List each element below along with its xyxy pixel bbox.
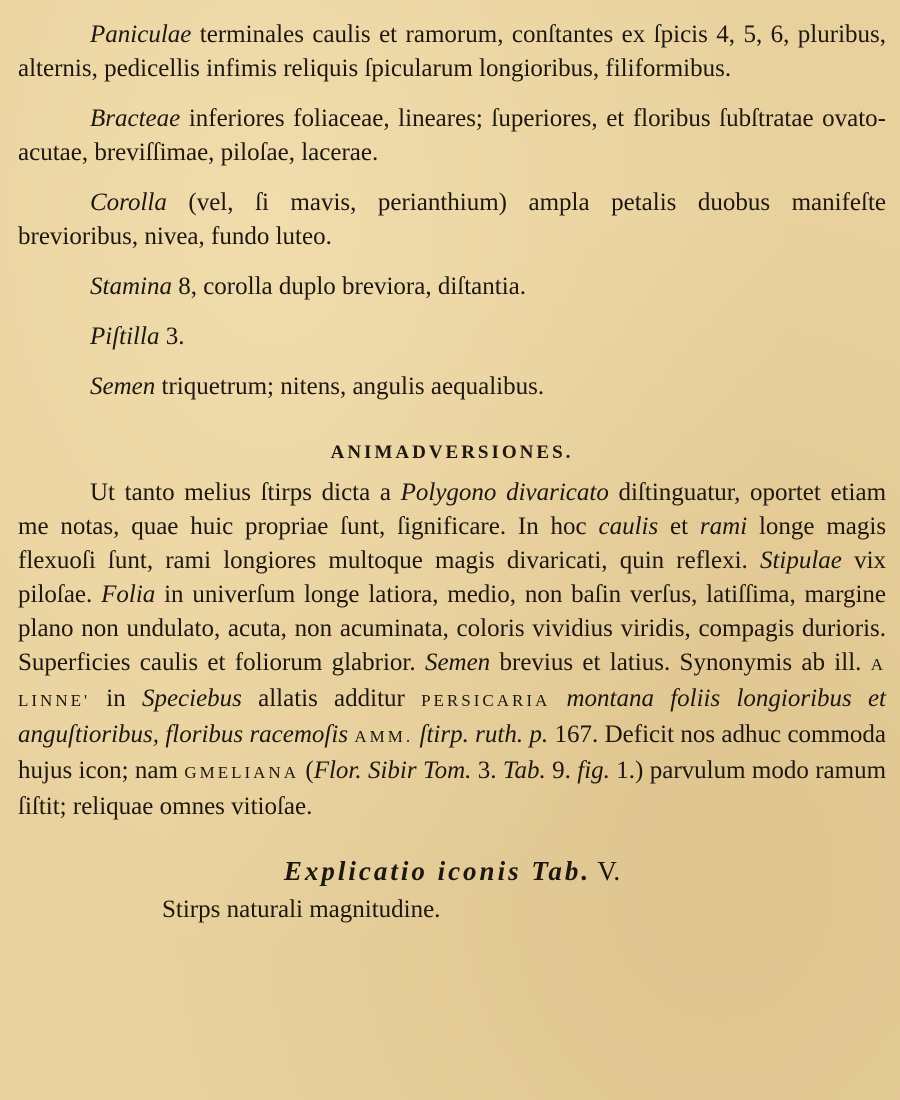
italic-run: Stipulae [759, 547, 842, 574]
text-run: diſtinguatur, oportet etiam me notas, quae huic propriae ſunt, ſignificare. In hoc [18, 479, 887, 540]
plate-caption: Stirps naturali magnitudine. [162, 896, 441, 923]
italic-run: rami [699, 513, 748, 540]
pistilla-text: 3. [165, 323, 185, 350]
text-run: 3. [477, 757, 497, 784]
pistilla-paragraph [18, 320, 886, 354]
text-run: 1.) parvulum modo ramum ſiſtit; reliquae omnes vitioſae. [18, 757, 887, 820]
italic-run: ſtirp. ruth. p. [419, 721, 549, 748]
bracteae-text: inferiores foliaceae, lineares; ſuperiores, et floribus ſubſtratae ovato-acutae, breviſſimae, piloſae, lacerae. [18, 105, 886, 166]
corolla-paragraph [18, 186, 886, 254]
paniculae-paragraph [18, 18, 886, 86]
semen-paragraph [18, 370, 886, 404]
semen-term: Semen [90, 373, 156, 400]
text-run: in [106, 685, 126, 712]
corolla-term: Corolla [90, 189, 167, 216]
stamina-term: Stamina [90, 273, 172, 300]
bracteae-paragraph [18, 102, 886, 170]
smallcaps-run: PERSICARIA [421, 691, 551, 710]
semen-text: triquetrum; nitens, angulis aequalibus. [161, 373, 545, 400]
italic-run: montana foliis longioribus et anguſtioribus, floribus racemoſis [18, 685, 887, 748]
text-run: allatis additur [258, 685, 405, 712]
corolla-text: (vel, ſi mavis, perianthium) ampla petalis duobus manifeſte brevioribus, nivea, fundo luteo. [18, 189, 887, 250]
text-run: 9. [552, 757, 571, 784]
italic-run: caulis [598, 513, 659, 540]
text-run: brevius et latius. Synonymis ab ill. [499, 649, 862, 676]
smallcaps-run: AMM. [354, 727, 414, 746]
italic-run: Polygono divaricato [400, 479, 609, 506]
text-run: vix piloſae. [18, 547, 887, 608]
explicatio-number: V. [597, 856, 621, 886]
smallcaps-run: A LINNE' [18, 655, 886, 710]
italic-run: Flor. Sibir Tom. [313, 757, 472, 784]
text-run: Ut tanto melius ſtirps dicta a [90, 479, 391, 506]
paniculae-term: Paniculae [90, 21, 192, 48]
pistilla-term: Piſtilla [90, 323, 160, 350]
stamina-text: 8, corolla duplo breviora, diſtantia. [178, 273, 527, 300]
bracteae-term: Bracteae [90, 105, 181, 132]
italic-run: Semen [424, 649, 491, 676]
animadversiones-paragraph [18, 476, 886, 824]
animadversiones-heading: ANIMADVERSIONES. [330, 442, 574, 463]
italic-run: Folia [101, 581, 156, 608]
text-run: ( [305, 757, 314, 784]
explicatio-heading [18, 856, 886, 887]
italic-run: Speciebus [141, 685, 242, 712]
text-run: 167. Deficit nos adhuc commoda hujus icon; nam [18, 721, 887, 784]
italic-run: Tab. [502, 757, 546, 784]
text-run: et [670, 513, 689, 540]
explicatio-title: Explicatio iconis Tab. [283, 856, 592, 886]
smallcaps-run: GMELIANA [184, 763, 299, 782]
text-run: in univerſum longe latiora, medio, non baſin verſus, latiſſima, margine plano non undulato, acuta, non acuminata, coloris vividius viridis, compagis durioris. Superficies caulis et foliorum glabrior. [18, 581, 886, 676]
text-run: longe magis flexuoſi ſunt, rami longiores multoque magis divaricati, quin reflexi. [18, 513, 887, 574]
stamina-paragraph [18, 270, 886, 304]
italic-run: fig. [577, 757, 610, 784]
paniculae-text: terminales caulis et ramorum, conſtantes ex ſpicis 4, 5, 6, pluribus, alternis, pedicellis infimis reliquis ſpicularum longioribus, filiformibus. [18, 21, 887, 82]
